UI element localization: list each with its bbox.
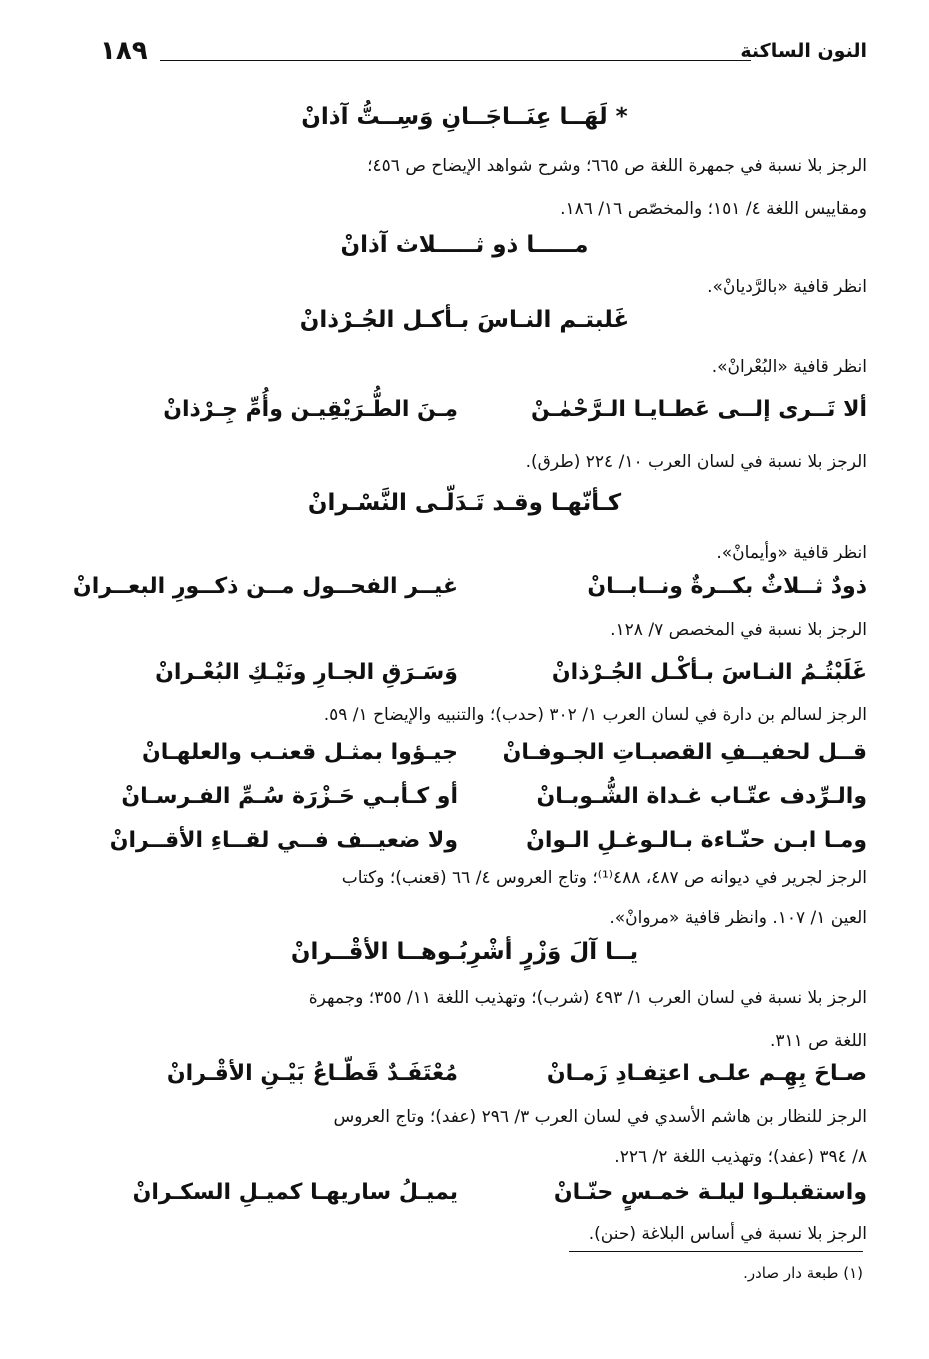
- footnote: (١) طبعة دار صادر.: [743, 1264, 863, 1282]
- running-header: [100, 36, 867, 76]
- verse-line: غَلبتـم النـاسَ بـأكـل الجُـرْذانْ: [299, 307, 630, 333]
- verse-line: * لَهَــا عِنَــاجَــانِ وَسِــتُّ آذانْ: [301, 104, 628, 130]
- citation-line: انظر قافية «بالرَّديانْ».: [707, 277, 867, 297]
- verse-couplet: [72, 574, 867, 618]
- page-number: ١٨٩: [100, 36, 148, 66]
- second-hemistich: غيــر الفحــول مــن ذكــورِ البعــرانْ: [72, 574, 458, 599]
- footnote-rule: [569, 1251, 863, 1252]
- second-hemistich: يميـلُ ساريهـا كميـلِ السكـرانْ: [132, 1180, 458, 1205]
- citation-line: الرجز للنظار بن هاشم الأسدي في لسان العرب ٣/ ٢٩٦ (عفد)؛ وتاج العروس: [333, 1107, 867, 1127]
- verse-couplet: [86, 397, 867, 441]
- citation-line: انظر قافية «وأيمانْ».: [716, 543, 867, 563]
- first-hemistich: ألا تَــرى إلــى عَطـايـا الـرَّحْمٰـنْ: [530, 397, 867, 422]
- citation-line: الرجز لجرير في ديوانه ص ٤٨٧، ٤٨٨⁽¹⁾؛ وتاج العروس ٤/ ٦٦ (قعنب)؛ وكتاب: [341, 868, 867, 888]
- citation-line: ٨/ ٣٩٤ (عفد)؛ وتهذيب اللغة ٢/ ٢٢٦.: [614, 1147, 867, 1167]
- first-hemistich: واستقبلـوا ليلـة خمـسٍ حنّـانْ: [553, 1180, 867, 1205]
- citation-line: الرجز بلا نسبة في جمهرة اللغة ص ٦٦٥؛ وشرح شواهد الإيضاح ص ٤٥٦؛: [367, 156, 867, 176]
- first-hemistich: صـاحَ بِهِـم علـى اعتِفـادِ زَمـانْ: [546, 1061, 867, 1086]
- second-hemistich: ولا ضعيــف فــي لقــاءِ الأقــرانْ: [109, 828, 458, 853]
- verse-couplet: [86, 1180, 867, 1224]
- chapter-title: النون الساكنة: [740, 40, 867, 62]
- verse-couplet: [86, 740, 867, 784]
- citation-line: الرجز بلا نسبة في لسان العرب ١٠/ ٢٢٤ (طرق).: [525, 452, 867, 472]
- verse-couplet: [86, 784, 867, 828]
- citation-line: العين ١/ ١٠٧. وانظر قافية «مروانْ».: [609, 908, 867, 928]
- citation-line: الرجز بلا نسبة في المخصص ٧/ ١٢٨.: [610, 620, 867, 640]
- verse-line: مـــــا ذو ثـــــلاث آذانْ: [340, 232, 589, 258]
- citation-line: ومقاييس اللغة ٤/ ١٥١؛ والمخصّص ١٦/ ١٨٦.: [560, 199, 867, 219]
- second-hemistich: جيـؤوا بمثـل قعنـب والعلهـانْ: [141, 740, 458, 765]
- second-hemistich: أو كـأبـي حَـزْرَة سُـمِّ الفـرسـانْ: [121, 784, 458, 809]
- citation-line: الرجز بلا نسبة في لسان العرب ١/ ٤٩٣ (شرب)؛ وتهذيب اللغة ١١/ ٣٥٥؛ وجمهرة: [308, 988, 867, 1008]
- first-hemistich: ومـا ابـن حنّـاءة بـالـوغـلِ الـوانْ: [526, 828, 867, 853]
- first-hemistich: قــل لحفيــفِ القصبـاتِ الجـوفـانْ: [502, 740, 867, 765]
- citation-line: اللغة ص ٣١١.: [769, 1031, 867, 1051]
- first-hemistich: ذودٌ ثــلاثٌ بكــرةٌ ونــابــانْ: [587, 574, 867, 599]
- verse-couplet: [86, 660, 867, 704]
- first-hemistich: والـرِّدف عتّـاب غـداة الشُّـوبـانْ: [536, 784, 867, 809]
- citation-line: انظر قافية «البُعْرانْ».: [711, 357, 867, 377]
- verse-couplet: [86, 1061, 867, 1105]
- header-rule: [160, 60, 751, 61]
- first-hemistich: غَلَبْتُـمُ النـاسَ بـأكْـل الجُـرْذانْ: [551, 660, 867, 685]
- verse-line: كـأنّهـا وقـد تَـدَلّـى النَّسْـرانْ: [307, 490, 622, 516]
- citation-line: الرجز لسالم بن دارة في لسان العرب ١/ ٣٠٢ (حدب)؛ والتنبيه والإيضاح ١/ ٥٩.: [323, 705, 867, 725]
- verse-line: يــا آلَ وَزْرٍ أشْرِبُـوهــا الأقْــرانْ: [290, 939, 639, 965]
- second-hemistich: وَسَـرَقِ الجـارِ ونَيْـكِ البُعْـرانْ: [155, 660, 458, 685]
- citation-line: الرجز بلا نسبة في أساس البلاغة (حنن).: [588, 1224, 867, 1244]
- verse-couplet: [86, 828, 867, 872]
- second-hemistich: مِـنَ الطُّـرَيْقِيـن وأُمِّ جِـرْذانْ: [163, 397, 458, 422]
- second-hemistich: مُعْتَفَـدٌ قَطّـاعُ بَيْـنِ الأقْـرانْ: [166, 1061, 458, 1086]
